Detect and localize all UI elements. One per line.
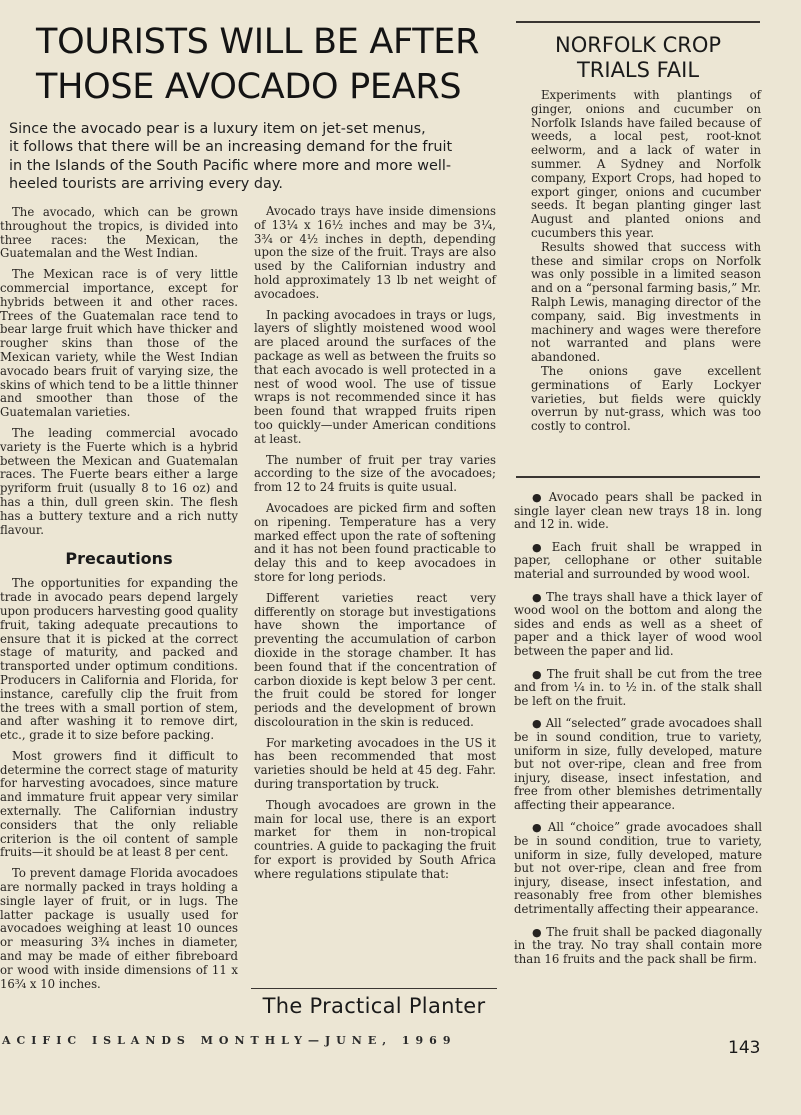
bullet-icon: ● bbox=[532, 667, 543, 681]
sidebar-column bbox=[531, 89, 761, 434]
body-paragraph: The opportunities for expanding the trade in avocado pears depend largely upon producers harvesting good quality fruit, taking adequate precautions to ensure that it is picked at the correct stage of maturity, and packed and transported under optimum conditions. Producers in California and Florida, for instance, carefully clip the fruit from the trees with a small portion of stem, and after washing it to remove dirt, etc., grade it to size before packing. bbox=[0, 576, 238, 743]
headline-line: THOSE AVOCADO PEARS bbox=[36, 67, 462, 107]
body-paragraph: In packing avocadoes in trays or lugs, layers of slightly moistened wood wool are placed around the surfaces of the package as well as between the fruits so that each avocado is well protected in a nest of wood wool. The use of tissue wraps is not recommended since it has been found that wrapped fruits ripen too quickly—under American conditions at least. bbox=[254, 307, 496, 446]
sidebar-paragraph: Results showed that success with these and similar crops on Norfolk was only possible in a limited season and on a “personal farming basis,” Mr. Ralph Lewis, managing director of the company, said. Big investments in machinery and wages were therefore not warranted and plans were abandoned. bbox=[531, 239, 761, 365]
body-paragraph: The avocado, which can be grown throughout the tropics, is divided into three races: the Mexican, the Guatemalan and the West Indian. bbox=[0, 205, 238, 261]
body-paragraph: To prevent damage Florida avocadoes are normally packed in trays holding a single layer of fruit, or in lugs. The latter package is usually used for avocadoes weighing at least 10 ounces or measuring 3¾ inches in diameter, and may be made of either fibreboard or wood with inside dimensions of 11 x 16¾ x 10 inches. bbox=[0, 866, 238, 991]
list-item bbox=[514, 541, 762, 582]
bullet-icon: ● bbox=[532, 925, 543, 939]
article-column-2 bbox=[254, 205, 496, 889]
body-paragraph: For marketing avocadoes in the US it has been recommended that most varieties should be held at 45 deg. Fahr. during transportation by truck. bbox=[254, 735, 496, 792]
body-paragraph: Most growers find it difficult to determine the correct stage of maturity for harvesting avocadoes, since mature and immature fruit appear very similar externally. The Californian industry considers that the only reliable criterion is the oil content of sample fruits—it should be at least 8 per cent. bbox=[0, 748, 238, 860]
list-item-text: The fruit shall be packed diagonally in the tray. No tray shall contain more than 16 fruits and the pack shall be firm. bbox=[514, 924, 762, 966]
running-footer: ACIFIC ISLANDS MONTHLY—JUNE, 1969 bbox=[2, 1034, 457, 1047]
body-paragraph: Different varieties react very differently on storage but investigations have shown the importance of preventing the accumulation of carbon dioxide in the storage chamber. It has been found that if the concentration of carbon dioxide is kept below 3 per cent. the fruit could be stored for longer periods and the development of brown discolouration in the skin is reduced. bbox=[254, 590, 496, 729]
list-item-text: All “selected” grade avocadoes shall be in sound condition, true to variety, uniform in size, fully developed, mature but not over-ripe, clean and free from injury, disease, insect infestation, and free from other blemishes detrimentally affecting their appearance. bbox=[514, 716, 762, 812]
list-item-text: Each fruit shall be wrapped in paper, cellophane or other suitable material and surrounded by wood wool. bbox=[514, 539, 762, 581]
intro-line: in the Islands of the South Pacific where more and more well- bbox=[9, 157, 452, 174]
body-paragraph: Avocadoes are picked firm and soften on ripening. Temperature has a very marked effect upon the rate of softening and it has not been found practicable to delay this and to keep avocadoes in store for long periods. bbox=[254, 500, 496, 584]
body-paragraph: Avocado trays have inside dimensions of 13¼ x 16½ inches and may be 3¼, 3¾ or 4½ inches in depth, depending upon the size of the fruit. Trays are also used by the Californian industry and hold approximately 13 lb net weight of avocadoes. bbox=[254, 204, 496, 301]
body-paragraph: Though avocadoes are grown in the main for local use, there is an export market for them in non-tropical countries. A guide to packaging the fruit for export is provided by South Africa where regulations stipulate that: bbox=[254, 797, 496, 881]
list-item bbox=[514, 926, 762, 967]
sidebar-bottom-rule bbox=[516, 476, 760, 478]
list-item bbox=[514, 668, 762, 709]
section-tag-rule bbox=[251, 988, 497, 989]
sidebar-title-line: NORFOLK CROP bbox=[554, 33, 722, 57]
article-headline bbox=[36, 20, 506, 110]
body-paragraph: The Mexican race is of very little commercial importance, except for hybrids between it and other races. Trees of the Guatemalan race tend to bear large fruit which have thicker and rougher skins than those of the Mexican variety, while the West Indian avocado bears fruit of varying size, the skins of which tend to be a little thinner and smoother than those of the Guatemalan varieties. bbox=[0, 267, 238, 420]
sidebar-paragraph: The onions gave excellent germinations of Early Lockyer varieties, but fields were quickly overrun by nut-grass, which was too costly to control. bbox=[531, 363, 761, 434]
intro-line: Since the avocado pear is a luxury item on jet-set menus, bbox=[9, 121, 426, 137]
sidebar-title bbox=[516, 33, 760, 83]
bullet-icon: ● bbox=[532, 590, 543, 604]
bullet-icon: ● bbox=[532, 540, 548, 554]
intro-line: heeled tourists are arriving every day. bbox=[9, 176, 283, 193]
body-paragraph: The leading commercial avocado variety is the Fuerte which is a hybrid between the Mexican and Guatemalan races. The Fuerte bears either a large pyriform fruit (usually 8 to 16 oz) and has a thin, dull green skin. The flesh has a buttery texture and a rich nutty flavour. bbox=[0, 425, 238, 537]
article-intro bbox=[9, 120, 499, 194]
sidebar-title-line: TRIALS FAIL bbox=[576, 58, 700, 82]
list-item bbox=[514, 591, 762, 659]
article-column-1 bbox=[0, 206, 238, 998]
list-item-text: Avocado pears shall be packed in single layer clean new trays 18 in. long and 12 in. wide. bbox=[514, 490, 762, 532]
section-subhead: Precautions bbox=[65, 549, 173, 569]
bullet-icon: ● bbox=[532, 491, 545, 504]
regulations-list bbox=[514, 491, 762, 975]
page-number: 143 bbox=[728, 1038, 761, 1058]
body-paragraph: The number of fruit per tray varies according to the size of the avocadoes; from 12 to 24 fruits is quite usual. bbox=[254, 452, 496, 495]
list-item-text: All “choice” grade avocadoes shall be in sound condition, true to variety, uniform in size, fully developed, mature but not over-ripe, clean and free from injury, disease, insect infestation, and reasonably free from other blemishes detrimentally affecting their appearance. bbox=[514, 820, 762, 917]
bullet-icon: ● bbox=[532, 821, 544, 835]
bullet-icon: ● bbox=[532, 717, 542, 731]
section-tag: The Practical Planter bbox=[262, 994, 486, 1018]
sidebar-top-rule bbox=[516, 21, 760, 23]
list-item-text: The fruit shall be cut from the tree and from ¼ in. to ½ in. of the stalk shall be left on the fruit. bbox=[514, 666, 763, 708]
intro-line: it follows that there will be an increasing demand for the fruit bbox=[9, 139, 453, 156]
sidebar-paragraph: Experiments with plantings of ginger, onions and cucumber on Norfolk Islands have failed because of weeds, a local pest, root-knot eelworm, and a lack of water in summer. A Sydney and Norfolk company, Export Crops, had hoped to export ginger, onions and cucumber seeds. It began planting ginger last August and planted onions and cucumbers this year. bbox=[531, 88, 761, 240]
list-item bbox=[514, 491, 762, 532]
list-item bbox=[514, 717, 762, 812]
headline-line: TOURISTS WILL BE AFTER bbox=[36, 22, 480, 62]
list-item-text: The trays shall have a thick layer of wood wool on the bottom and along the sides and ends as well as a sheet of paper and a thick layer of wood wool between the paper and lid. bbox=[514, 589, 762, 658]
list-item bbox=[514, 821, 762, 916]
